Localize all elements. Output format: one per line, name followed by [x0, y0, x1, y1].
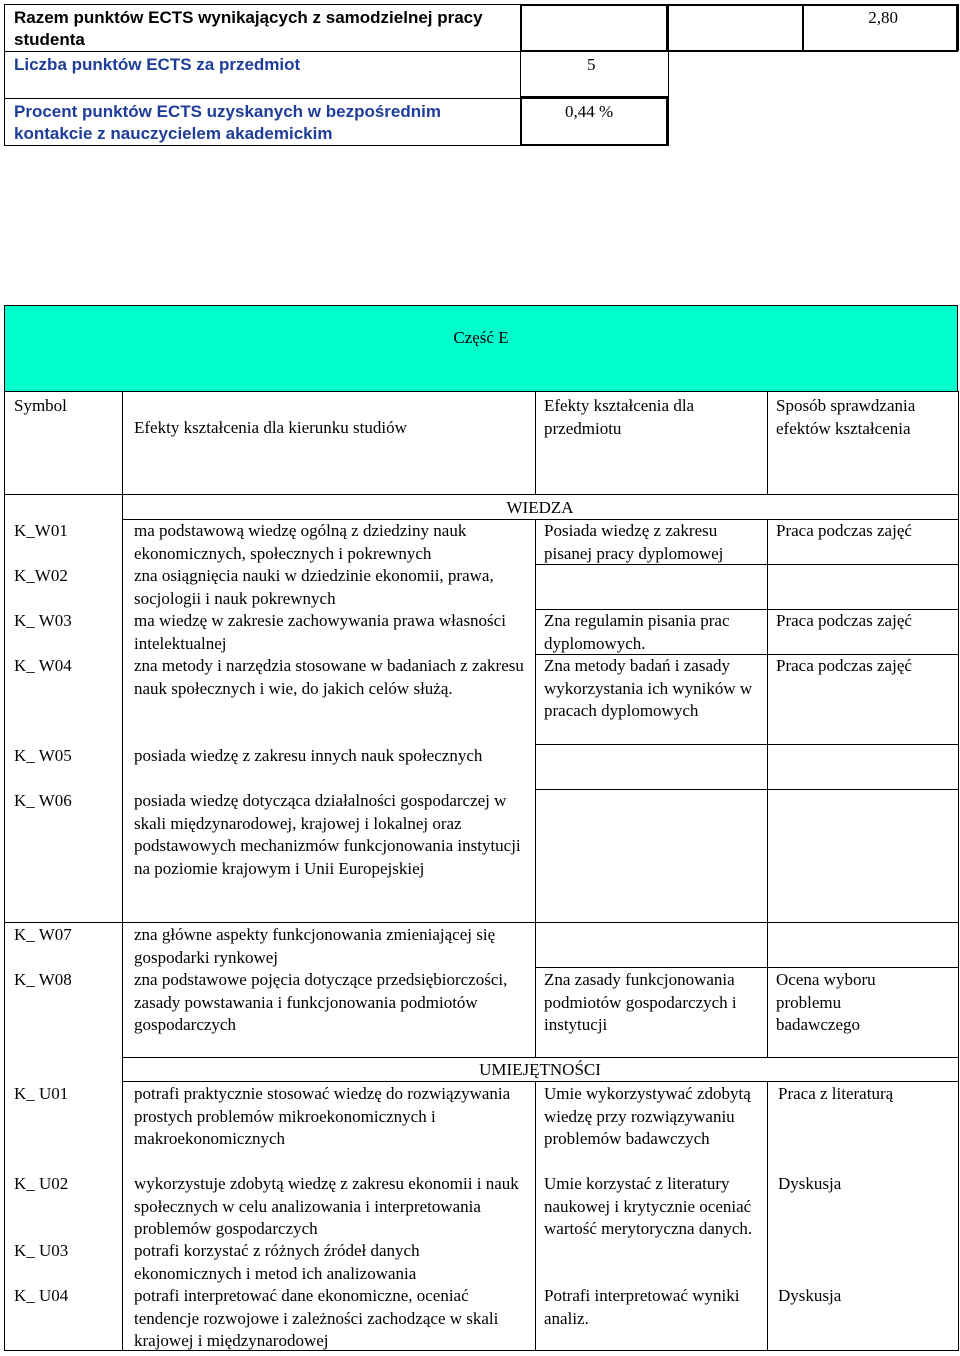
symbol-cell: K_ U04: [14, 1286, 69, 1305]
symbol-cell: K_ W04: [14, 656, 72, 675]
direct-contact-percent-value: 0,44 %: [565, 102, 614, 121]
kierunek-cell: wykorzystuje zdobytą wiedzę z zakresu ekonomii i nauk społecznych w celu analizowania i interpretowania problemów gospodarczych: [134, 1174, 519, 1238]
course-ects-label: Liczba punktów ECTS za przedmiot: [14, 55, 301, 74]
course-ects-value: 5: [587, 55, 596, 74]
symbol-cell: K_W01: [14, 521, 68, 540]
column-header-przedmiot: Efekty kształcenia dla przedmiotu: [544, 396, 695, 438]
przedmiot-cell: Zna zasady funkcjonowania podmiotów gospodarczych i instytucji: [544, 970, 737, 1034]
sposob-cell: Praca podczas zajęć: [776, 521, 912, 540]
section-umiejetnosci: UMIEJĘTNOŚCI: [479, 1060, 601, 1079]
kierunek-cell: posiada wiedzę dotycząca działalności gospodarczej w skali międzynarodowej, krajowej i lokalnej oraz podstawowych mechanizmów funkcjonowania instytucji na poziomie krajowym i Unii Europejskiej: [134, 791, 521, 878]
symbol-cell: K_ W08: [14, 970, 72, 989]
direct-contact-percent-label: Procent punktów ECTS uzyskanych w bezpośrednim kontakcie z nauczycielem akademickim: [14, 102, 441, 143]
przedmiot-cell: Potrafi interpretować wyniki analiz.: [544, 1286, 740, 1328]
przedmiot-cell: Umie korzystać z literatury naukowej i krytycznie oceniać wartość merytoryczna danych.: [544, 1174, 753, 1238]
column-header-sposob: Sposób sprawdzania efektów kształcenia: [776, 396, 916, 438]
section-wiedza: WIEDZA: [506, 498, 574, 517]
kierunek-cell: posiada wiedzę z zakresu innych nauk społecznych: [134, 746, 483, 765]
total-independent-ects-value: 2,80: [868, 8, 898, 27]
symbol-cell: K_W02: [14, 566, 68, 585]
symbol-cell: K_ W07: [14, 925, 72, 944]
kierunek-cell: potrafi praktycznie stosować wiedzę do rozwiązywania prostych problemów mikroekonomicznych i makroekonomicznych: [134, 1084, 511, 1148]
sposob-cell: Praca podczas zajęć: [776, 611, 912, 630]
przedmiot-cell: Umie wykorzystywać zdobytą wiedzę przy rozwiązywaniu problemów badawczych: [544, 1084, 751, 1148]
kierunek-cell: zna podstawowe pojęcia dotyczące przedsiębiorczości, zasady powstawania i funkcjonowania podmiotów gospodarczych: [134, 970, 508, 1034]
kierunek-cell: ma wiedzę w zakresie zachowywania prawa własności intelektualnej: [134, 611, 506, 653]
kierunek-cell: zna osiągnięcia nauki w dziedzinie ekonomii, prawa, socjologii i nauk pokrewnych: [134, 566, 494, 608]
sposob-cell: Dyskusja: [778, 1174, 842, 1193]
total-independent-ects-label: Razem punktów ECTS wynikających z samodzielnej pracy studenta: [14, 8, 483, 49]
symbol-cell: K_ U03: [14, 1241, 69, 1260]
przedmiot-cell: Posiada wiedzę z zakresu pisanej pracy dyplomowej: [544, 521, 724, 563]
sposob-cell: Praca z literaturą: [778, 1084, 894, 1103]
przedmiot-cell: Zna regulamin pisania prac dyplomowych.: [544, 611, 730, 653]
kierunek-cell: ma podstawową wiedzę ogólną z dziedziny nauk ekonomicznych, społecznych i pokrewnych: [134, 521, 467, 563]
kierunek-cell: potrafi korzystać z różnych źródeł danych ekonomicznych i metod ich analizowania: [134, 1241, 420, 1283]
part-e-title: Część E: [453, 328, 509, 347]
kierunek-cell: zna metody i narzędzia stosowane w badaniach z zakresu nauk społecznych i wie, do jakich celów służą.: [134, 656, 524, 698]
symbol-cell: K_ W05: [14, 746, 72, 765]
przedmiot-cell: Zna metody badań i zasady wykorzystania ich wyników w pracach dyplomowych: [544, 656, 753, 720]
symbol-cell: K_ W03: [14, 611, 72, 630]
symbol-cell: K_ U02: [14, 1174, 69, 1193]
kierunek-cell: zna główne aspekty funkcjonowania zmieniającej się gospodarki rynkowej: [134, 925, 496, 967]
symbol-cell: K_ W06: [14, 791, 72, 810]
column-header-kierunek: Efekty kształcenia dla kierunku studiów: [134, 418, 407, 437]
sposob-cell: Praca podczas zajęć: [776, 656, 912, 675]
sposob-cell: Ocena wyboru problemu badawczego: [776, 970, 876, 1034]
sposob-cell: Dyskusja: [778, 1286, 842, 1305]
kierunek-cell: potrafi interpretować dane ekonomiczne, oceniać tendencje rozwojowe i zależności zachodzące w skali krajowej i międzynarodowej: [134, 1286, 499, 1350]
symbol-cell: K_ U01: [14, 1084, 69, 1103]
column-header-symbol: Symbol: [14, 396, 67, 415]
